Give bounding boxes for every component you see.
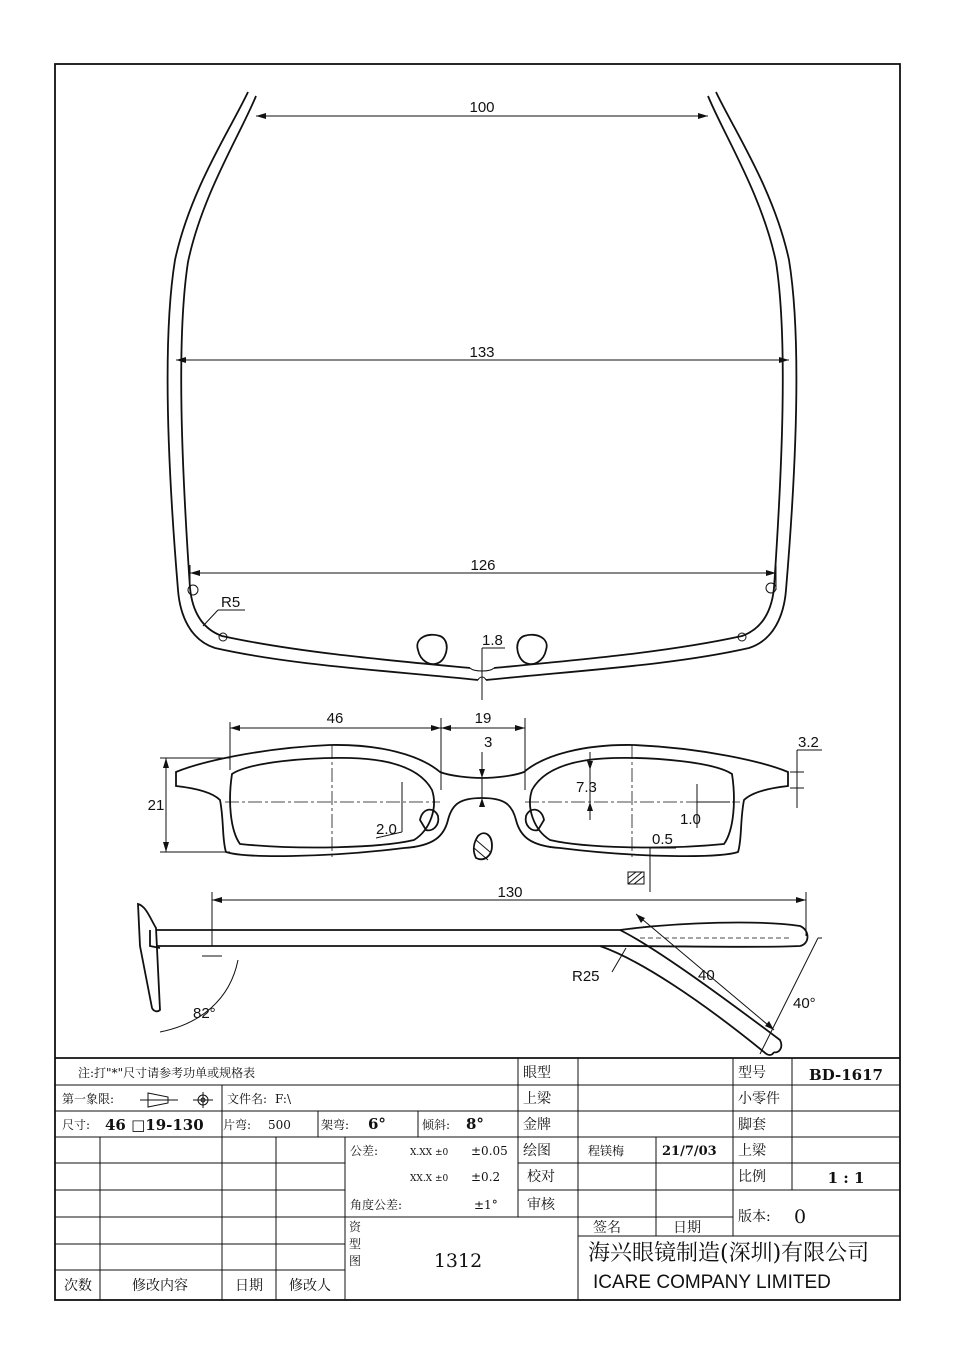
model-value: BD-1617 [809, 1066, 883, 1084]
tolerance-row1-label: X.XX ±0 [410, 1148, 449, 1158]
rev-col-times: 次数 [64, 1278, 92, 1294]
tolerance-row2-value: ±0.2 [471, 1170, 501, 1184]
frame-curve-label: 架弯: [321, 1118, 350, 1132]
company-name-en: ICARE COMPANY LIMITED [593, 1272, 831, 1293]
rev-col-content: 修改内容 [132, 1278, 188, 1294]
dim-pad-left: 2.0 [376, 821, 397, 838]
tolerance-row1-value: ±0.05 [471, 1144, 508, 1158]
dim-radius-r25: R25 [572, 968, 600, 985]
material-label: 眼型 [523, 1065, 551, 1081]
scale-label: 比例 [738, 1169, 766, 1185]
chart-label-1: 资 [349, 1220, 362, 1234]
chart-number: 1312 [433, 1250, 483, 1272]
dim-overall-width: 133 [469, 344, 495, 361]
box-label: 脚套 [738, 1117, 766, 1133]
metal-label: 金牌 [523, 1117, 551, 1133]
size-value: 46 □19-130 [105, 1116, 204, 1134]
bridge-label: 上梁 [523, 1091, 551, 1107]
dim-tip-length: 40 [698, 967, 715, 984]
dim-section-thickness: 0.5 [652, 831, 673, 848]
drawn-label: 绘图 [523, 1143, 551, 1159]
drawn-date: 21/7/03 [662, 1144, 717, 1159]
note-text: 注:打"*"尺寸请参考功单或规格表 [78, 1066, 256, 1080]
dim-pad-right: 1.0 [680, 811, 701, 828]
company-name-zh: 海兴眼镜制造(深圳)有限公司 [588, 1241, 870, 1266]
dim-endpiece: 3.2 [798, 734, 819, 751]
dim-lens-width: 46 [326, 710, 344, 727]
rev-col-date: 日期 [235, 1278, 263, 1294]
dim-pad-offset: 7.3 [576, 779, 597, 796]
dim-bridge-height: 3 [484, 734, 493, 751]
version-label: 版本: [738, 1209, 771, 1225]
version-value: 0 [794, 1206, 807, 1228]
angle-tolerance-value: ±1° [474, 1198, 498, 1212]
approve-label: 审核 [527, 1197, 555, 1213]
parts-label: 小零件 [738, 1091, 780, 1107]
rev-col-editor: 修改人 [289, 1278, 331, 1294]
dim-tip-angle: 40° [793, 995, 816, 1012]
dim-hinge-width: 126 [470, 557, 496, 574]
frame-curve-value: 6° [368, 1115, 386, 1133]
file-label: 文件名: [227, 1092, 268, 1106]
chart-label-2: 型 [349, 1237, 362, 1251]
upper-label: 上梁 [738, 1143, 766, 1159]
chart-label-3: 图 [349, 1254, 362, 1268]
tilt-value: 8° [466, 1115, 484, 1133]
tolerance-label: 公差: [350, 1144, 379, 1158]
date-label: 日期 [673, 1220, 701, 1236]
lens-curve-value: 500 [268, 1118, 291, 1132]
side-view [138, 892, 822, 1055]
dim-radius-r5: R5 [221, 594, 241, 611]
dim-bridge-width: 19 [474, 710, 492, 727]
lens-curve-label: 片弯: [223, 1118, 252, 1132]
dim-bridge-thickness: 1.8 [482, 632, 503, 649]
dim-pantoscopic-angle: 82° [193, 1005, 216, 1022]
scale-value: 1 : 1 [827, 1169, 865, 1187]
drawn-by: 程镁梅 [588, 1144, 625, 1158]
top-view [168, 92, 797, 700]
size-label: 尺寸: [62, 1118, 91, 1132]
dim-lens-height: 21 [147, 797, 165, 814]
model-label: 型号 [738, 1065, 766, 1081]
check-label: 校对 [527, 1169, 555, 1185]
sign-label: 签名 [593, 1220, 621, 1236]
projection-label: 第一象限: [62, 1092, 115, 1106]
dim-temple-length: 130 [497, 884, 523, 901]
tilt-label: 倾斜: [422, 1118, 451, 1132]
tolerance-row2-label: XX.X ±0 [410, 1174, 449, 1184]
dim-temple-opening: 100 [469, 99, 495, 116]
projection-symbol-icon [140, 1092, 213, 1108]
angle-tolerance-label: 角度公差: [350, 1198, 403, 1212]
file-value: F:\ [275, 1092, 291, 1106]
